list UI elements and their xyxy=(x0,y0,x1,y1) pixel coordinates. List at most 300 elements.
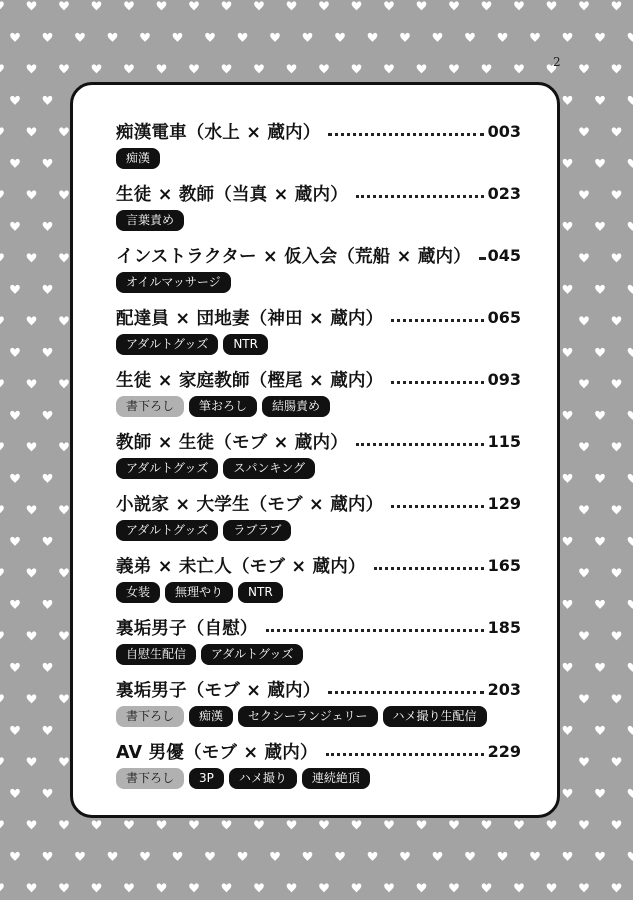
heart-icon xyxy=(27,631,37,640)
heart-icon xyxy=(0,316,4,325)
heart-icon xyxy=(547,1,557,10)
dot-leader xyxy=(326,753,484,756)
entry-tags xyxy=(116,208,521,232)
heart-icon xyxy=(43,411,53,420)
heart-icon xyxy=(27,1,37,10)
heart-icon xyxy=(482,883,492,892)
heart-icon xyxy=(27,316,37,325)
heart-icon xyxy=(59,883,69,892)
entry-page-number: 203 xyxy=(487,679,521,699)
heart-icon xyxy=(108,852,118,861)
heart-icon xyxy=(595,96,605,105)
heart-icon xyxy=(10,474,20,483)
entry-page-number: 065 xyxy=(487,307,521,327)
toc-entry-row xyxy=(116,426,521,456)
heart-icon xyxy=(465,33,475,42)
heart-icon xyxy=(124,1,134,10)
heart-icon xyxy=(0,253,4,262)
tag-badge: ハメ撮り生配信 xyxy=(383,706,487,727)
tag-badge: アダルトグッズ xyxy=(116,458,218,479)
heart-icon xyxy=(563,411,573,420)
heart-icon xyxy=(595,852,605,861)
heart-icon xyxy=(0,757,4,766)
heart-icon xyxy=(579,190,589,199)
heart-icon xyxy=(254,64,264,73)
heart-icon xyxy=(254,820,264,829)
heart-icon xyxy=(27,127,37,136)
heart-icon xyxy=(579,757,589,766)
heart-icon xyxy=(417,1,427,10)
heart-icon xyxy=(157,883,167,892)
heart-icon xyxy=(579,316,589,325)
heart-icon xyxy=(352,883,362,892)
entry-tags xyxy=(116,580,521,604)
heart-icon xyxy=(59,505,69,514)
tag-badge: セクシーランジェリー xyxy=(238,706,377,727)
entry-tags xyxy=(116,766,521,790)
heart-icon xyxy=(482,820,492,829)
heart-icon xyxy=(563,726,573,735)
heart-icon xyxy=(384,883,394,892)
dot-leader xyxy=(479,257,484,260)
entry-title: 配達員 × 団地妻（神田 × 蔵内） xyxy=(116,308,384,329)
entry-tags xyxy=(116,270,521,294)
heart-icon xyxy=(287,820,297,829)
heart-icon xyxy=(59,1,69,10)
entry-title: 生徒 × 教師（当真 × 蔵内） xyxy=(116,184,348,205)
heart-icon xyxy=(59,253,69,262)
heart-icon xyxy=(530,852,540,861)
heart-icon xyxy=(173,852,183,861)
entry-title: 小説家 × 大学生（モブ × 蔵内） xyxy=(116,494,384,515)
heart-icon xyxy=(563,222,573,231)
heart-icon xyxy=(222,820,232,829)
heart-icon xyxy=(514,820,524,829)
heart-icon xyxy=(10,285,20,294)
heart-icon xyxy=(595,600,605,609)
heart-icon xyxy=(384,64,394,73)
heart-icon xyxy=(563,663,573,672)
heart-icon xyxy=(222,1,232,10)
entry-tags xyxy=(116,332,521,356)
heart-icon xyxy=(0,127,4,136)
heart-icon xyxy=(10,789,20,798)
heart-icon xyxy=(238,33,248,42)
heart-icon xyxy=(465,852,475,861)
entry-page-number: 185 xyxy=(487,617,521,637)
heart-icon xyxy=(612,505,622,514)
tag-badge: 書下ろし xyxy=(116,396,184,417)
heart-icon xyxy=(482,64,492,73)
tag-badge: 言葉責め xyxy=(116,210,184,231)
toc-entry[interactable] xyxy=(116,488,521,550)
entry-page-number: 023 xyxy=(487,183,521,203)
heart-icon xyxy=(0,505,4,514)
heart-icon xyxy=(75,33,85,42)
heart-icon xyxy=(579,253,589,262)
contents-list xyxy=(116,116,521,798)
heart-icon xyxy=(254,883,264,892)
tag-badge: ハメ撮り xyxy=(229,768,297,789)
heart-icon xyxy=(628,33,633,42)
heart-icon xyxy=(433,852,443,861)
heart-icon xyxy=(352,64,362,73)
heart-icon xyxy=(0,820,4,829)
heart-icon xyxy=(368,852,378,861)
heart-icon xyxy=(270,33,280,42)
heart-icon xyxy=(0,568,4,577)
heart-icon xyxy=(43,789,53,798)
heart-icon xyxy=(92,64,102,73)
heart-icon xyxy=(287,64,297,73)
toc-entry[interactable] xyxy=(116,116,521,178)
heart-icon xyxy=(0,1,4,10)
heart-icon xyxy=(43,600,53,609)
entry-title: 教師 × 生徒（モブ × 蔵内） xyxy=(116,432,348,453)
tag-badge: 書下ろし xyxy=(116,706,184,727)
heart-icon xyxy=(628,411,633,420)
toc-entry-row xyxy=(116,488,521,518)
heart-icon xyxy=(628,222,633,231)
heart-icon xyxy=(449,883,459,892)
heart-icon xyxy=(303,852,313,861)
tag-badge: 連続絶頂 xyxy=(302,768,370,789)
tag-badge: 筆おろし xyxy=(189,396,257,417)
dot-leader xyxy=(328,691,483,694)
heart-icon xyxy=(579,1,589,10)
heart-icon xyxy=(10,852,20,861)
heart-icon xyxy=(189,820,199,829)
heart-icon xyxy=(27,253,37,262)
heart-icon xyxy=(417,820,427,829)
heart-icon xyxy=(514,883,524,892)
heart-icon xyxy=(579,883,589,892)
heart-icon xyxy=(595,348,605,357)
tag-badge: NTR xyxy=(238,582,283,603)
heart-icon xyxy=(59,694,69,703)
heart-icon xyxy=(563,159,573,168)
heart-icon xyxy=(579,568,589,577)
toc-entry-row xyxy=(116,302,521,332)
heart-icon xyxy=(238,852,248,861)
dot-leader xyxy=(356,443,484,446)
heart-icon xyxy=(10,663,20,672)
heart-icon xyxy=(59,631,69,640)
heart-icon xyxy=(43,663,53,672)
entry-page-number: 165 xyxy=(487,555,521,575)
heart-icon xyxy=(27,64,37,73)
heart-icon xyxy=(173,33,183,42)
heart-icon xyxy=(579,379,589,388)
heart-icon xyxy=(628,159,633,168)
heart-icon xyxy=(157,820,167,829)
tag-badge: 書下ろし xyxy=(116,768,184,789)
toc-entry[interactable] xyxy=(116,674,521,736)
heart-icon xyxy=(43,726,53,735)
dot-leader xyxy=(391,505,483,508)
entry-title: 痴漢電車（水上 × 蔵内） xyxy=(116,122,321,143)
heart-icon xyxy=(628,96,633,105)
heart-icon xyxy=(254,1,264,10)
heart-icon xyxy=(59,316,69,325)
heart-icon xyxy=(563,33,573,42)
heart-icon xyxy=(433,33,443,42)
heart-icon xyxy=(498,852,508,861)
entry-title: 裏垢男子（モブ × 蔵内） xyxy=(116,680,321,701)
heart-icon xyxy=(579,820,589,829)
toc-entry-row xyxy=(116,364,521,394)
heart-icon xyxy=(43,474,53,483)
heart-icon xyxy=(287,883,297,892)
toc-entry[interactable] xyxy=(116,364,521,426)
heart-icon xyxy=(270,852,280,861)
heart-icon xyxy=(59,568,69,577)
toc-entry[interactable] xyxy=(116,302,521,364)
heart-icon xyxy=(579,694,589,703)
heart-icon xyxy=(612,127,622,136)
heart-icon xyxy=(43,96,53,105)
heart-icon xyxy=(612,631,622,640)
toc-entry-row xyxy=(116,612,521,642)
heart-icon xyxy=(335,33,345,42)
heart-icon xyxy=(108,33,118,42)
heart-icon xyxy=(352,1,362,10)
heart-icon xyxy=(628,852,633,861)
heart-icon xyxy=(27,757,37,766)
heart-icon xyxy=(27,568,37,577)
heart-icon xyxy=(319,1,329,10)
heart-icon xyxy=(205,33,215,42)
heart-icon xyxy=(579,505,589,514)
heart-icon xyxy=(563,96,573,105)
heart-icon xyxy=(514,64,524,73)
entry-page-number: 045 xyxy=(487,245,521,265)
dot-leader xyxy=(391,319,483,322)
heart-icon xyxy=(563,537,573,546)
heart-icon xyxy=(59,442,69,451)
heart-icon xyxy=(612,442,622,451)
heart-icon xyxy=(579,64,589,73)
heart-icon xyxy=(27,505,37,514)
heart-icon xyxy=(595,411,605,420)
heart-icon xyxy=(27,694,37,703)
toc-entry-row xyxy=(116,116,521,146)
heart-icon xyxy=(10,348,20,357)
toc-entry[interactable] xyxy=(116,240,521,302)
heart-icon xyxy=(43,33,53,42)
entry-title: AV 男優（モブ × 蔵内） xyxy=(116,742,318,763)
entry-title: 裏垢男子（自慰） xyxy=(116,618,258,639)
heart-icon xyxy=(612,379,622,388)
heart-icon xyxy=(595,474,605,483)
heart-icon xyxy=(189,883,199,892)
heart-icon xyxy=(612,253,622,262)
entry-page-number: 093 xyxy=(487,369,521,389)
toc-entry[interactable] xyxy=(116,426,521,488)
table-of-contents-card xyxy=(70,82,560,818)
tag-badge: オイルマッサージ xyxy=(116,272,231,293)
heart-icon xyxy=(0,64,4,73)
toc-entry-row xyxy=(116,240,521,270)
heart-icon xyxy=(628,663,633,672)
heart-icon xyxy=(43,222,53,231)
heart-icon xyxy=(400,33,410,42)
heart-icon xyxy=(612,1,622,10)
toc-entry-row xyxy=(116,674,521,704)
heart-icon xyxy=(547,820,557,829)
heart-icon xyxy=(10,159,20,168)
heart-icon xyxy=(563,474,573,483)
tag-badge: 3P xyxy=(189,768,224,789)
heart-icon xyxy=(0,379,4,388)
heart-icon xyxy=(579,631,589,640)
heart-icon xyxy=(628,726,633,735)
heart-icon xyxy=(10,537,20,546)
heart-icon xyxy=(140,852,150,861)
toc-entry[interactable] xyxy=(116,550,521,612)
heart-icon xyxy=(59,379,69,388)
heart-icon xyxy=(140,33,150,42)
heart-icon xyxy=(10,33,20,42)
heart-icon xyxy=(400,852,410,861)
heart-icon xyxy=(563,789,573,798)
entry-title: 義弟 × 未亡人（モブ × 蔵内） xyxy=(116,556,366,577)
heart-icon xyxy=(303,33,313,42)
heart-icon xyxy=(595,159,605,168)
heart-icon xyxy=(628,474,633,483)
heart-icon xyxy=(563,600,573,609)
heart-icon xyxy=(530,33,540,42)
heart-icon xyxy=(222,64,232,73)
heart-icon xyxy=(384,820,394,829)
tag-badge: アダルトグッズ xyxy=(201,644,303,665)
entry-tags xyxy=(116,518,521,542)
heart-icon xyxy=(0,631,4,640)
heart-icon xyxy=(43,852,53,861)
heart-icon xyxy=(612,316,622,325)
heart-icon xyxy=(59,190,69,199)
tag-badge: アダルトグッズ xyxy=(116,520,218,541)
heart-icon xyxy=(27,820,37,829)
page-number: 2 xyxy=(553,55,561,69)
heart-icon xyxy=(449,820,459,829)
heart-icon xyxy=(547,883,557,892)
heart-icon xyxy=(92,820,102,829)
heart-icon xyxy=(563,852,573,861)
heart-icon xyxy=(205,852,215,861)
heart-icon xyxy=(449,1,459,10)
dot-leader xyxy=(356,195,484,198)
heart-icon xyxy=(628,285,633,294)
heart-icon xyxy=(595,285,605,294)
entry-page-number: 003 xyxy=(487,121,521,141)
entry-page-number: 129 xyxy=(487,493,521,513)
heart-icon xyxy=(59,64,69,73)
heart-icon xyxy=(27,190,37,199)
entry-title: 生徒 × 家庭教師（樫尾 × 蔵内） xyxy=(116,370,384,391)
heart-icon xyxy=(43,159,53,168)
tag-badge: 痴漢 xyxy=(116,148,160,169)
heart-icon xyxy=(0,694,4,703)
heart-icon xyxy=(595,33,605,42)
heart-icon xyxy=(579,127,589,136)
heart-icon xyxy=(563,348,573,357)
heart-icon xyxy=(368,33,378,42)
heart-icon xyxy=(612,883,622,892)
toc-entry[interactable] xyxy=(116,178,521,240)
heart-icon xyxy=(595,726,605,735)
heart-icon xyxy=(189,1,199,10)
heart-icon xyxy=(10,96,20,105)
heart-icon xyxy=(628,348,633,357)
heart-icon xyxy=(0,883,4,892)
tag-badge: スパンキング xyxy=(223,458,315,479)
heart-icon xyxy=(319,883,329,892)
heart-icon xyxy=(579,442,589,451)
heart-icon xyxy=(92,1,102,10)
heart-icon xyxy=(612,568,622,577)
heart-icon xyxy=(124,883,134,892)
heart-icon xyxy=(10,411,20,420)
heart-icon xyxy=(514,1,524,10)
entry-title: インストラクター × 仮入会（荒船 × 蔵内） xyxy=(116,246,471,267)
heart-icon xyxy=(628,789,633,798)
heart-icon xyxy=(498,33,508,42)
heart-icon xyxy=(27,883,37,892)
heart-icon xyxy=(189,64,199,73)
dot-leader xyxy=(374,567,484,570)
heart-icon xyxy=(124,64,134,73)
heart-icon xyxy=(10,222,20,231)
tag-badge: 痴漢 xyxy=(189,706,233,727)
heart-icon xyxy=(595,789,605,798)
heart-icon xyxy=(482,1,492,10)
tag-badge: 女装 xyxy=(116,582,160,603)
heart-icon xyxy=(59,127,69,136)
heart-icon xyxy=(92,883,102,892)
heart-icon xyxy=(0,190,4,199)
heart-icon xyxy=(43,348,53,357)
dot-leader xyxy=(266,629,484,632)
entry-page-number: 229 xyxy=(487,741,521,761)
toc-entry[interactable] xyxy=(116,612,521,674)
dot-leader xyxy=(328,133,483,136)
heart-icon xyxy=(43,285,53,294)
heart-icon xyxy=(319,820,329,829)
heart-icon xyxy=(628,537,633,546)
heart-icon xyxy=(10,600,20,609)
heart-icon xyxy=(75,852,85,861)
heart-icon xyxy=(319,64,329,73)
heart-icon xyxy=(27,442,37,451)
tag-badge: 自慰生配信 xyxy=(116,644,196,665)
toc-entry-row xyxy=(116,178,521,208)
entry-page-number: 115 xyxy=(487,431,521,451)
tag-badge: NTR xyxy=(223,334,268,355)
heart-icon xyxy=(612,694,622,703)
heart-icon xyxy=(0,442,4,451)
tag-badge: 結腸責め xyxy=(262,396,330,417)
heart-icon xyxy=(612,190,622,199)
toc-entry[interactable] xyxy=(116,736,521,798)
heart-icon xyxy=(43,537,53,546)
heart-icon xyxy=(352,820,362,829)
tag-badge: 無理やり xyxy=(165,582,233,603)
heart-icon xyxy=(27,379,37,388)
heart-icon xyxy=(595,537,605,546)
heart-icon xyxy=(563,285,573,294)
entry-tags xyxy=(116,146,521,170)
